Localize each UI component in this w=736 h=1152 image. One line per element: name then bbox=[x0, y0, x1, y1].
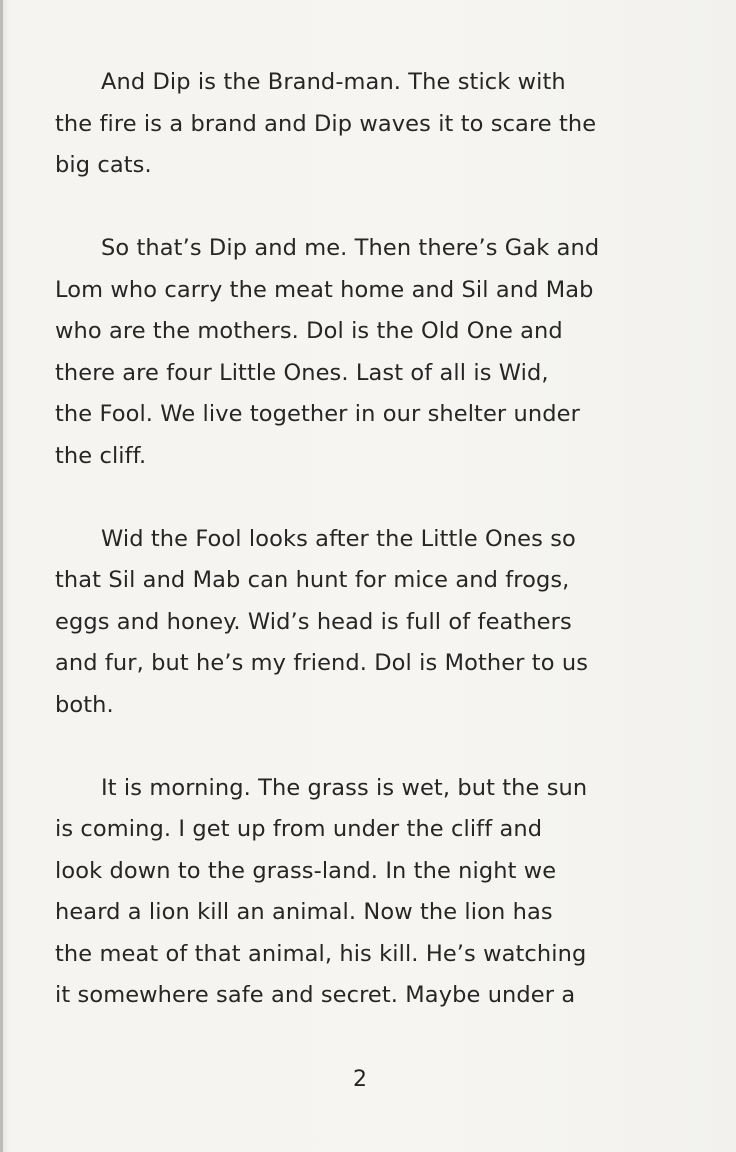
text-line: So that’s Dip and me. Then there’s Gak and bbox=[101, 235, 600, 261]
text-line: big cats. bbox=[55, 152, 152, 178]
text-line: eggs and honey. Wid’s head is full of feathers bbox=[55, 608, 572, 635]
text-line: the cliff. bbox=[55, 442, 147, 469]
paragraph-1 bbox=[55, 62, 695, 187]
text-line: both. bbox=[55, 691, 114, 718]
text-line: the Fool. We live together in our shelter under bbox=[55, 401, 580, 427]
text-line: and fur, but he’s my friend. Dol is Mother to us bbox=[55, 650, 589, 676]
text-line: And Dip is the Brand-man. The stick with bbox=[101, 69, 566, 95]
text-line: the meat of that animal, his kill. He’s watching bbox=[55, 940, 587, 967]
text-line: is coming. I get up from under the cliff and bbox=[55, 816, 543, 842]
paragraph-3 bbox=[55, 519, 695, 727]
text-line: it somewhere safe and secret. Maybe under a bbox=[55, 982, 576, 1008]
text-line: there are four Little Ones. Last of all is Wid, bbox=[55, 359, 549, 386]
text-line: Wid the Fool looks after the Little Ones so bbox=[101, 525, 576, 552]
text-line: who are the mothers. Dol is the Old One and bbox=[55, 318, 563, 344]
text-line: Lom who carry the meat home and Sil and Mab bbox=[55, 276, 594, 303]
text-line: the fire is a brand and Dip waves it to scare the bbox=[55, 110, 597, 137]
body-text bbox=[55, 62, 695, 1058]
page-edge bbox=[0, 0, 3, 1152]
text-line: look down to the grass-land. In the night we bbox=[55, 857, 557, 884]
paragraph-4 bbox=[55, 768, 695, 1017]
text-line: that Sil and Mab can hunt for mice and frogs, bbox=[55, 567, 570, 593]
page-number: 2 bbox=[353, 1067, 367, 1092]
paragraph-2 bbox=[55, 228, 695, 477]
text-line: heard a lion kill an animal. Now the lion has bbox=[55, 899, 553, 925]
text-line: It is morning. The grass is wet, but the sun bbox=[101, 774, 588, 801]
